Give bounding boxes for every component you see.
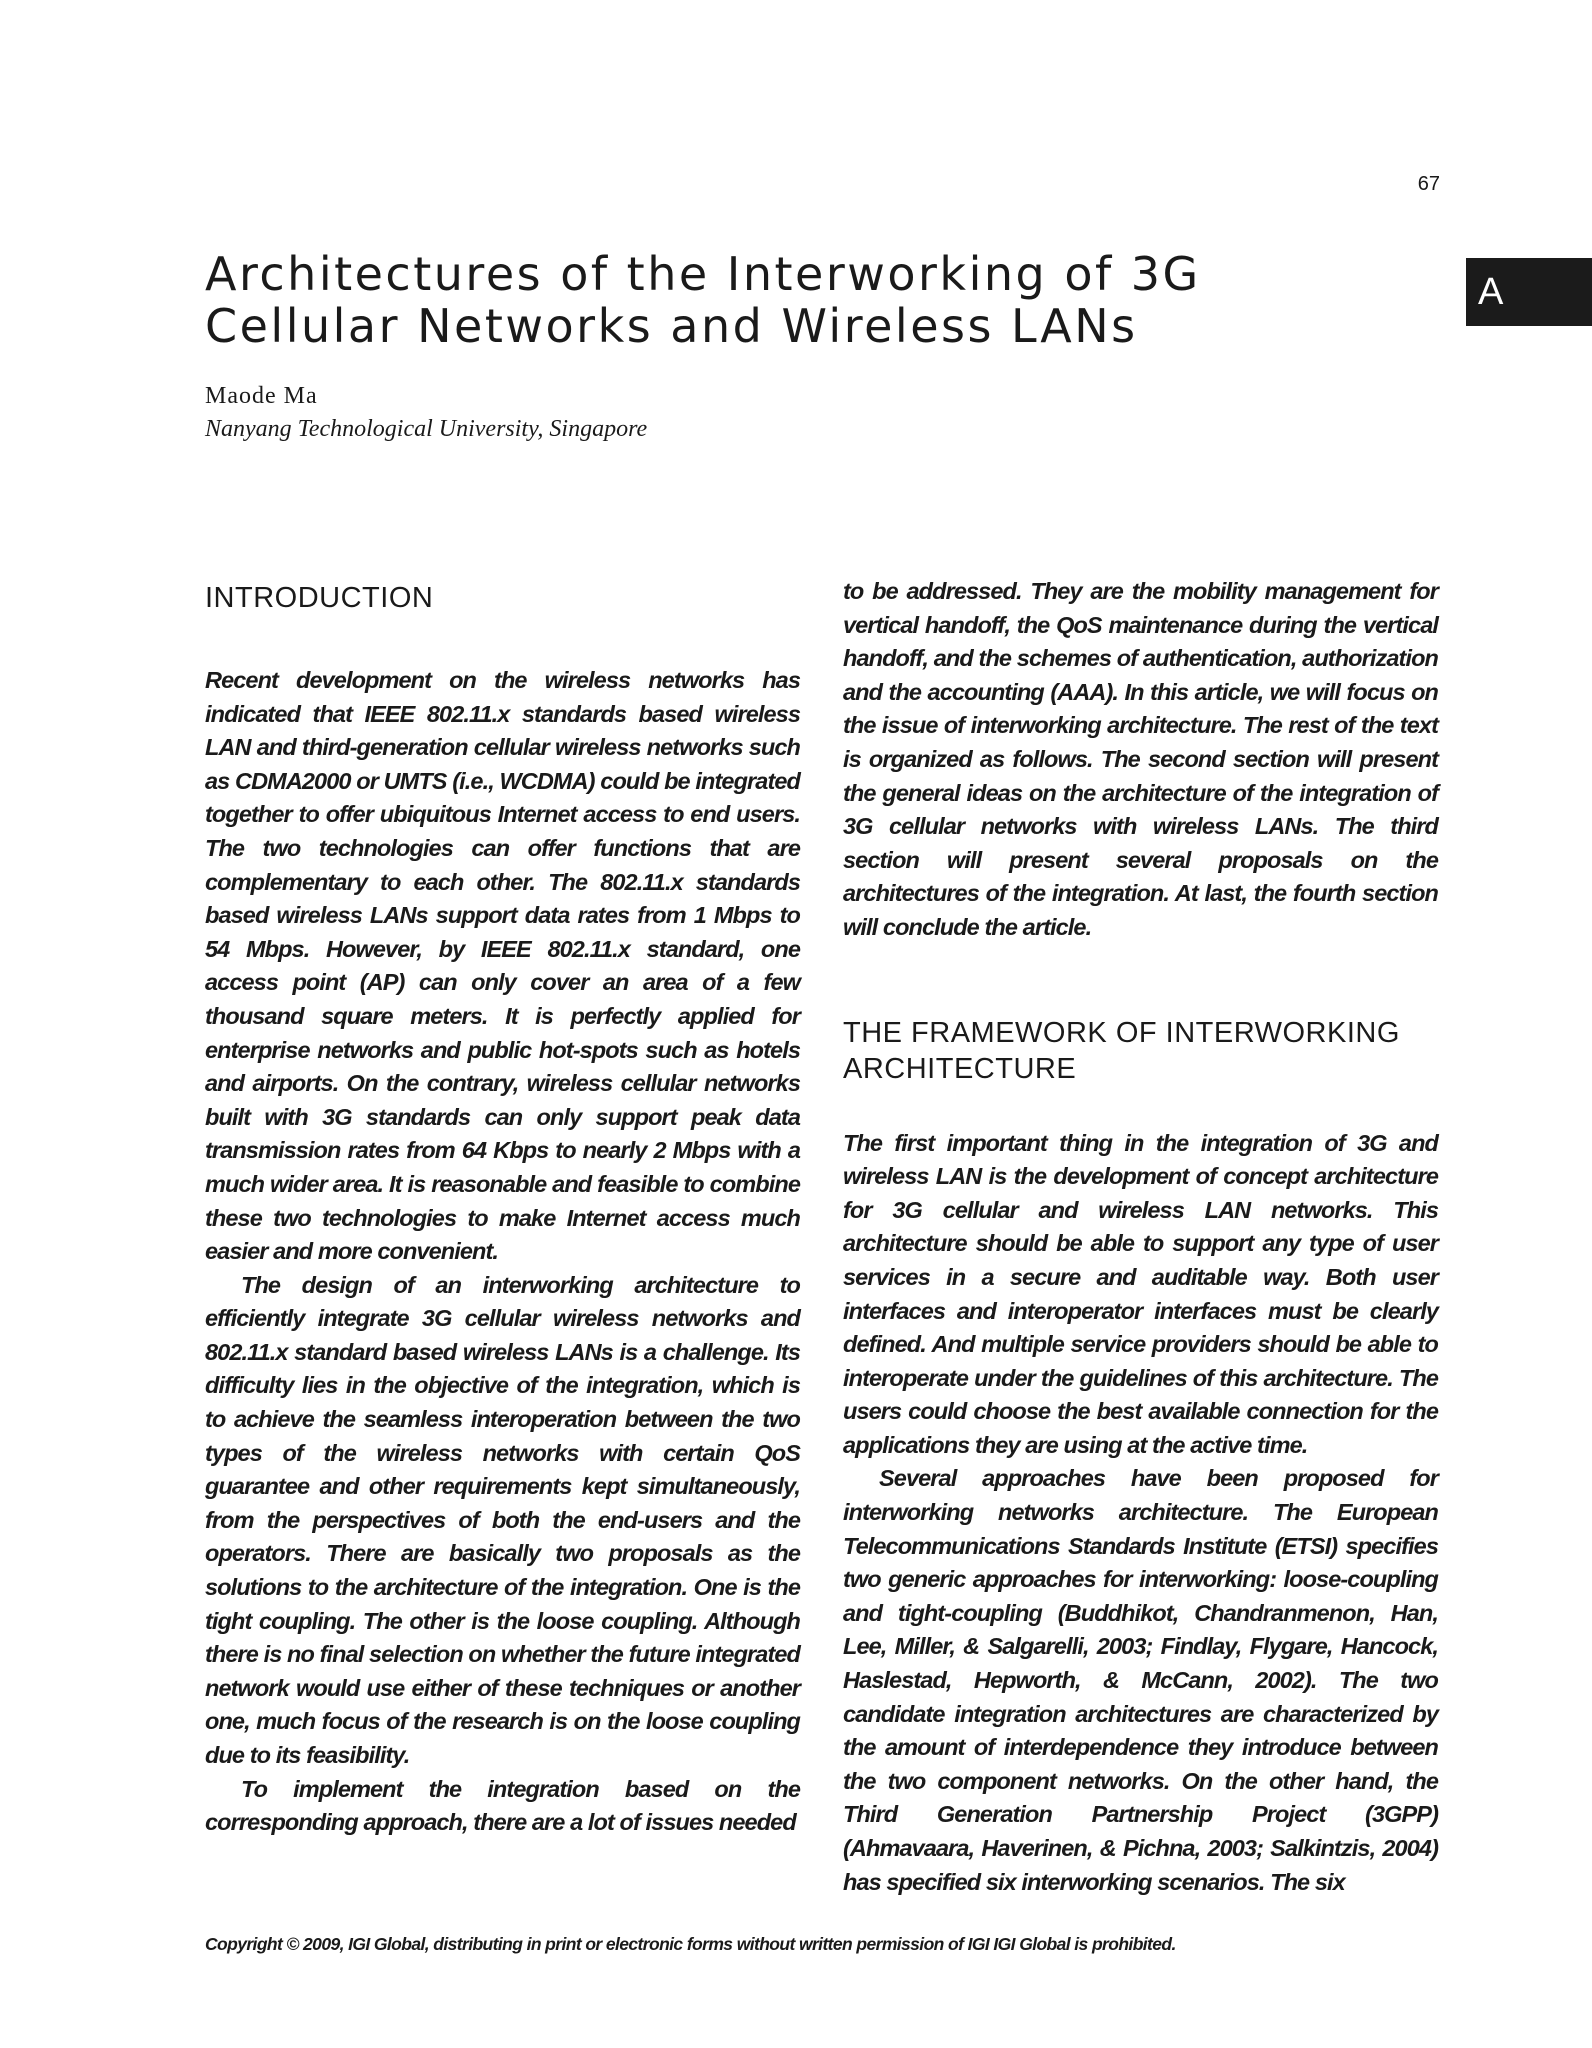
- introduction-paragraph-3-continued: to be addressed. They are the mobility management for vertical handoff, the QoS maintenance during the vertical handoff, and the schemes of authentication, authorization and the accounting (AAA). In this article, we will focus on the issue of interworking architecture. The rest of the text is organized as follows. The second section will present the general ideas on the architecture of the integration of 3G cellular networks with wireless LANs. The third section will present several proposals on the architectures of the integration. At last, the fourth section will conclude the article.: [843, 578, 1438, 940]
- framework-paragraph-2: Several approaches have been proposed for interworking networks architecture. The European Telecommunications Standards Institute (ETSI) specifies two generic approaches for interworking: loose-coupling and tight-coupling (Buddhikot, Chandranmenon, Han, Lee, Miller, & Salgarelli, 2003; Findlay, Flygare, Hancock, Haslestad, Hepworth, & McCann, 2002). The two candidate integration architectures are characterized by the amount of interdependence they introduce between the two component networks. On the other hand, the Third Generation Partnership Project (3GPP) (Ahmavaara, Haverinen, & Pichna, 2003; Salkintzis, 2004) has specified six interworking scenarios. The six: [843, 1465, 1438, 1895]
- article-title: [205, 248, 1305, 352]
- introduction-continuation-spacer: [843, 575, 1438, 945]
- introduction-paragraph-3: To implement the integration based on the corresponding approach, there are a lot of issues needed: [205, 1775, 800, 1836]
- framework-heading: THE FRAMEWORK OF INTERWORKING ARCHITECTURE: [843, 1016, 1400, 1085]
- author-name: Maode Ma: [205, 383, 318, 409]
- left-column: [205, 580, 800, 1840]
- article-title-line-1: Architectures of the Interworking of 3G: [205, 247, 1201, 301]
- section-letter-tab: A: [1466, 258, 1592, 326]
- right-column: [843, 575, 1438, 1899]
- article-title-line-2: Cellular Networks and Wireless LANs: [205, 299, 1138, 353]
- introduction-heading: INTRODUCTION: [205, 582, 434, 614]
- copyright-notice: Copyright © 2009, IGI Global, distributing in print or electronic forms without written permission of IGI IGI Global is prohibited.: [205, 1934, 1176, 1954]
- introduction-paragraph-2: The design of an interworking architecture to efficiently integrate 3G cellular wireless networks and 802.11.x standard based wireless LANs is a challenge. Its difficulty lies in the objective of the integration, which is to achieve the seamless interoperation between the two types of the wireless networks with certain QoS guarantee and other requirements kept simultaneously, from the perspectives of both the end-users and the operators. There are basically two proposals as the solutions to the architecture of the integration. One is the tight coupling. The other is the loose coupling. Although there is no final selection on whether the future integrated network would use either of these techniques or another one, much focus of the research is on the loose coupling due to its feasibility.: [205, 1271, 800, 1768]
- introduction-paragraph-1: Recent development on the wireless networks has indicated that IEEE 802.11.x standards based wireless LAN and third-generation cellular wireless networks such as CDMA2000 or UMTS (i.e., WCDMA) could be integrated together to offer ubiquitous Internet access to end users. The two technologies can offer functions that are complementary to each other. The 802.11.x standards based wireless LANs support data rates from 1 Mbps to 54 Mbps. However, by IEEE 802.11.x standard, one access point (AP) can only cover an area of a few thousand square meters. It is perfectly applied for enterprise networks and public hot-spots such as hotels and airports. On the contrary, wireless cellular networks built with 3G standards can only support peak data transmission rates from 64 Kbps to nearly 2 Mbps with a much wider area. It is reasonable and feasible to combine these two technologies to make Internet access much easier and more convenient.: [205, 667, 800, 1265]
- framework-paragraph-1: The first important thing in the integration of 3G and wireless LAN is the development of concept architecture for 3G cellular and wireless LAN networks. This architecture should be able to support any type of user services in a secure and auditable way. Both user interfaces and interoperator interfaces must be clearly defined. And multiple service providers should be able to interoperate under the guidelines of this architecture. The users could choose the best available connection for the applications they are using at the active time.: [843, 1129, 1438, 1458]
- page-number: 67: [1417, 173, 1440, 195]
- author-affiliation: Nanyang Technological University, Singapore: [205, 416, 648, 442]
